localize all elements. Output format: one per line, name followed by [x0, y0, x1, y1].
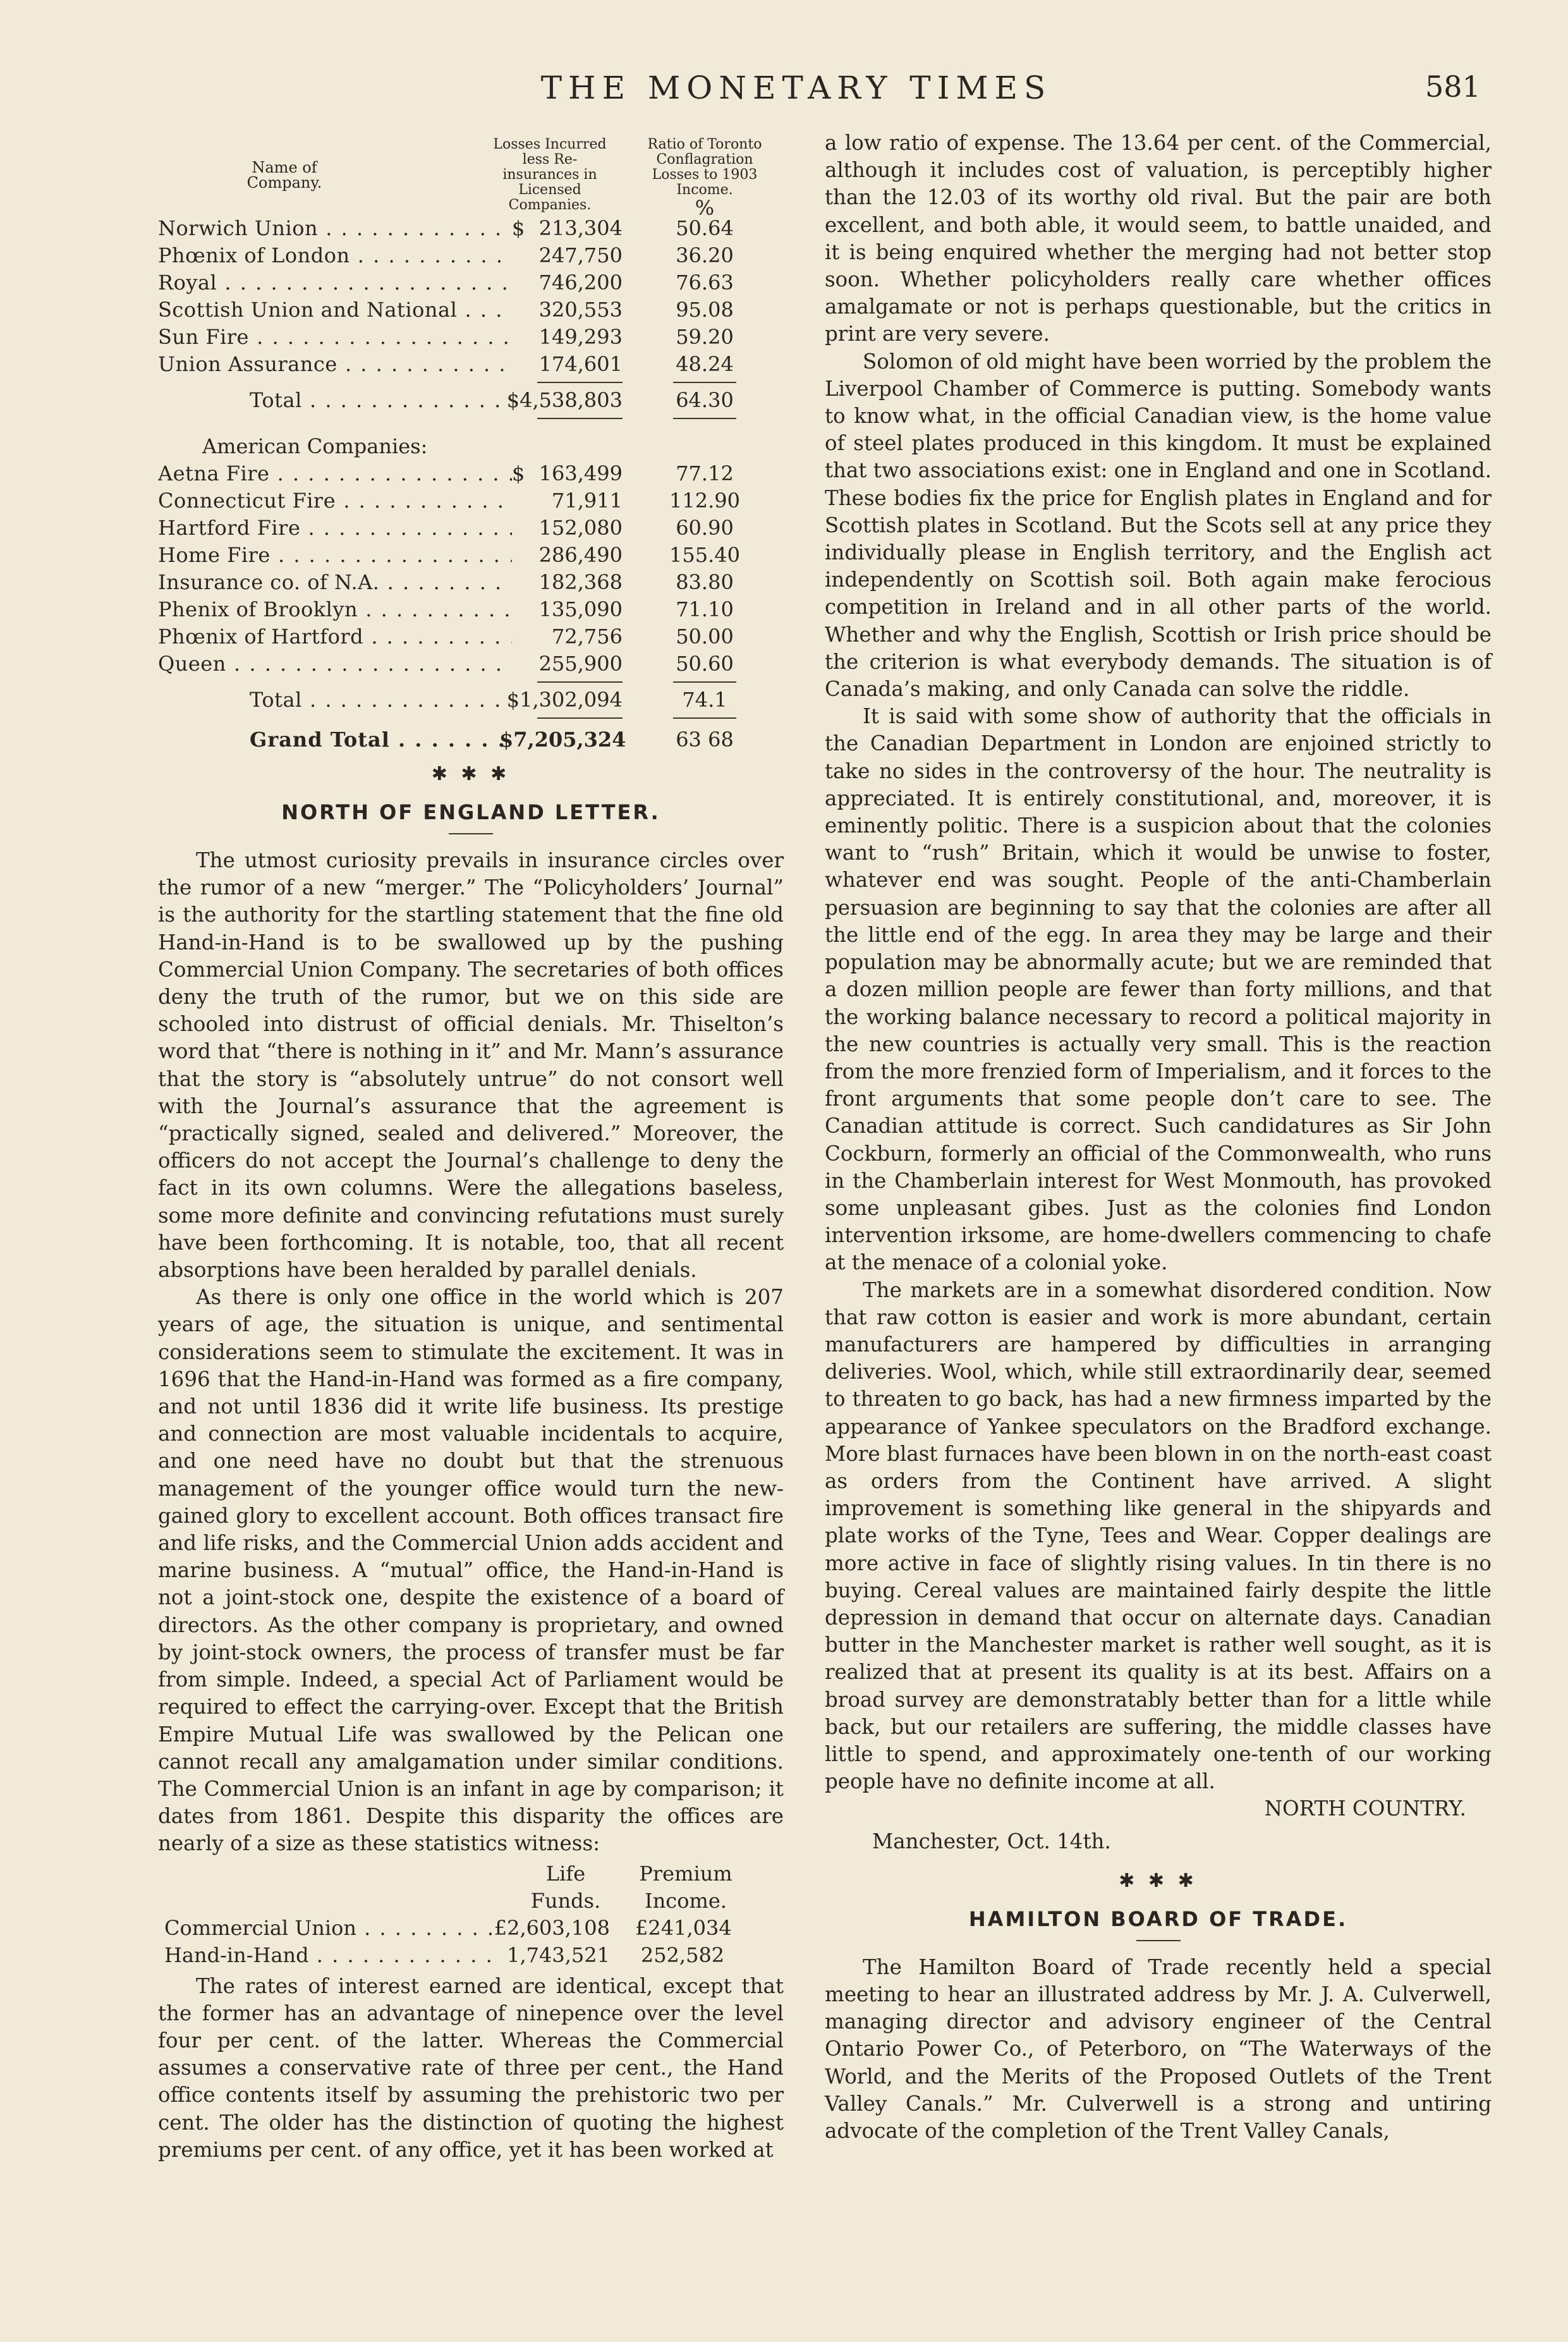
north-letter-paragraph: Solomon of old might have been worried by the problem the Liverpool Chamber of Commerce is putting. Somebody wants to know what, in the official Canadian view, is the home value of steel plates produced in this kingdom. It must be explained that two associations exist: one in England and one in Scotland. These bodies fix the price for English plates in England and for Scottish plates in Scotland. But the Scots sell at any price they individually please in English territory, and the English act independently on Scottish soil. Both again make ferocious competition in Ireland and in all other parts of the world. Whether and why the English, Scottish or Irish price should be the criterion is what everybody demands. The situation is of Canada’s making, and only Canada can solve the riddle. — [825, 349, 1492, 702]
north-letter-paragraph: As there is only one office in the world which is 207 years of age, the situation is unique, and sentimental considerations seem to stimulate the excitement. It was in 1696 that the Hand-in-Hand was formed as a fire company, and not until 1836 did it write life business. Its prestige and connection are most valuable incidentals to acquire, and one need have no doubt but that the strenuous management of the younger office would turn the new-gained glory to excellent account. Both offices transact fire and life risks, and the Commercial Union adds accident and marine business. A “mutual” office, the Hand-in-Hand is not a joint-stock one, despite the existence of a board of directors. As the other company is proprietary, and owned by joint-stock owners, the process of transfer must be far from simple. Indeed, a special Act of Parliament would be required to effect the carrying-over. Except that the British Empire Mutual Life was swallowed by the Pelican one cannot recall any amalgamation under similar conditions. The Commercial Union is an infant in age by comparison; it dates from 1861. Despite this disparity the offices are nearly of a size as these statistics witness: — [158, 1285, 784, 1856]
north-letter-paragraph: The rates of interest earned are identical, except that the former has an advantage of ninepence over the level four per cent. of the latter. Whereas the Commercial assumes a conservative rate of three per cent., the Hand office contents itself by assuming the prehistoric two per cent. The older has the distinction of quoting the highest premiums per cent. of any office, yet it has been worked at — [158, 1973, 784, 2162]
statistics-table — [158, 1860, 784, 1968]
table-row: Insurance co. of N.A. . . . 182,368 83.80 — [158, 569, 784, 596]
section-ornament: ✱ ✱ ✱ — [1119, 1869, 1198, 1892]
section-ornament: ✱ ✱ ✱ — [431, 763, 511, 785]
signoff: NORTH COUNTRY. — [1264, 1796, 1466, 1821]
north-letter-paragraph: It is said with some show of authority that the officials in the Canadian Department in London are enjoined strictly to take no sides in the controversy of the hour. The neutrality is appreciated. It is entirely constitutional, and, moreover, it is eminently politic. There is a suspicion about that the colonies want to “rush” Britain, which it would be unwise to foster, whatever end was sought. People of the anti-Chamberlain persuasion are beginning to say that the colonies are after all the little end of the egg. In area they may be large and their population may be abnormally acute; but we are reminded that a dozen million people are fewer than forty millions, and that the working balance necessary to record a political majority in the new countries is actually very small. This is the reaction from the more frenzied form of Imperialism, and it forces to the front arguments that some people don’t care to see. The Canadian attitude is correct. Such candidatures as Sir John Cockburn, formerly an official of the Commonwealth, who runs in the Chamberlain interest for West Monmouth, has provoked some unpleasant gibes. Just as the colonies find London intervention irksome, are home-dwellers commencing to chafe at the menace of a colonial yoke. — [825, 704, 1492, 1275]
north-letter-paragraph: a low ratio of expense. The 13.64 per cent. of the Commercial, although it includes cost of valuation, is perceptibly higher than the 12.03 of its worthy old rival. But the pair are both excellent, and both able, it would seem, to battle unaided, and it is being enquired whether the merging had not better stop soon. Whether policyholders really care whether offices amalgamate or not is perhaps questionable, but the critics in print are very severe. — [825, 131, 1492, 346]
hamilton-paragraph: The Hamilton Board of Trade recently held a special meeting to hear an illustrated address by Mr. J. A. Culverwell, managing director and advisory engineer of the Central Ontario Power Co., of Peterboro, on “The Waterways of the World, and the Merits of the Proposed Outlets of the Trent Valley Canals.” Mr. Culverwell is a strong and untiring advocate of the completion of the Trent Valley Canals, — [825, 1955, 1492, 2144]
column-header-name: Name of Company. — [246, 159, 322, 192]
sum-rule — [158, 714, 784, 723]
stats-header: Income. — [645, 1888, 727, 1913]
stats-row-label: Commercial Union . . . — [164, 1915, 493, 1942]
sum-rule — [158, 678, 784, 686]
column-header-ratio: Ratio of Toronto Conflagration Losses to 1903 Income. — [647, 137, 762, 198]
running-head: THE MONETARY TIMES — [540, 70, 1052, 106]
stats-value: £2,603,108 — [494, 1915, 610, 1940]
percent-sign: % — [695, 196, 715, 220]
right-column — [825, 130, 1492, 2145]
stats-row-label: Hand-in-Hand . . . — [164, 1942, 493, 1969]
title-rule — [449, 833, 493, 834]
table-header — [158, 130, 784, 220]
table-row: Queen . . . 255,900 50.60 — [158, 650, 784, 678]
dateline: Manchester, Oct. 14th. — [872, 1829, 1111, 1853]
table-row: Hartford Fire . . . 152,080 60.90 — [158, 515, 784, 542]
table-row: Union Assurance . . . 174,601 48.24 — [158, 351, 784, 378]
sum-rule — [158, 414, 784, 423]
table-row: Scottish Union and National . . . 320,553 95.08 — [158, 296, 784, 324]
north-letter-title: NORTH OF ENGLAND LETTER. — [281, 800, 660, 824]
table-row: Home Fire . . . 286,490 155.40 — [158, 542, 784, 569]
american-heading: American Companies: — [202, 434, 428, 458]
stats-header: Life — [545, 1861, 586, 1886]
north-letter-paragraph: The utmost curiosity prevails in insurance circles over the rumor of a new “merger.” The “Policyholders’ Journal” is the authority for the startling statement that the fine old Hand-in-Hand is to be swallowed up by the pushing Commercial Union Company. The secretaries of both offices deny the truth of the rumor, but we on this side are schooled into distrust of official denials. Mr. Thiselton’s word that “there is nothing in it” and Mr. Mann’s assurance that the story is “absolutely untrue” do not consort well with the Journal’s assurance that the agreement is “practically signed, sealed and delivered.” Moreover, the officers do not accept the Journal’s challenge to deny the fact in its own columns. Were the allegations baseless, some more definite and convincing refutations must surely have been forthcoming. It is notable, too, that all recent absorptions have been heralded by parallel denials. — [158, 848, 784, 1283]
british-companies — [158, 215, 784, 378]
table-row: Phœnix of London . . . 247,750 36.20 — [158, 242, 784, 269]
north-letter-paragraph: The markets are in a somewhat disordered condition. Now that raw cotton is easier and work is more abundant, certain manufacturers are hampered by difficulties in arranging deliveries. Wool, which, while still extraordinarily dear, seemed to threaten to go back, has had a new firmness imparted by the appearance of Yankee speculators on the Bradford exchange. More blast furnaces have been blown in on the north-east coast as orders from the Continent have arrived. A slight improvement is something like general in the shipyards and plate works of the Tyne, Tees and Wear. Copper dealings are more active in face of slightly rising values. In tin there is no buying. Cereal values are maintained fairly despite the little depression in demand that occur on alternate days. Canadian butter in the Manchester market is rather well sought, as it is realized that at present its quality is at its best. Affairs on a broad survey are demonstratably better than for a little while back, but our retailers are suffering, the middle classes have little to spend, and approximately one-tenth of our working people have no definite income at all. — [825, 1278, 1492, 1794]
title-rule — [1136, 1940, 1181, 1941]
stats-header: Premium — [639, 1861, 732, 1886]
column-header-losses: Losses Incurred less Re-insurances in Licensed Companies. — [493, 137, 607, 213]
table-row: Aetna Fire . . . $ 163,499 77.12 — [158, 460, 784, 487]
american-companies — [158, 460, 784, 678]
table-row: Phœnix of Hartford . . . 72,756 50.00 — [158, 623, 784, 650]
sum-rule — [158, 378, 784, 387]
stats-value: £241,034 — [635, 1915, 732, 1940]
american-total-row: Total . . . $1,302,094 74.1 — [158, 686, 784, 714]
table-row: Connecticut Fire . . . 71,911 112.90 — [158, 487, 784, 515]
hamilton-title: HAMILTON BOARD OF TRADE. — [968, 1906, 1348, 1931]
grand-total-row: Grand Total . . . $7,205,324 63 68 — [158, 726, 784, 753]
stats-header: Funds. — [530, 1888, 601, 1913]
table-row: Sun Fire . . . 149,293 59.20 — [158, 324, 784, 351]
table-row: Royal . . . 746,200 76.63 — [158, 269, 784, 296]
left-column — [158, 130, 784, 2164]
table-row: Norwich Union . . . $ 213,304 50.64 — [158, 215, 784, 242]
stats-value: 1,743,521 — [507, 1943, 610, 1967]
british-total-row: Total . . . $4,538,803 64.30 — [158, 387, 784, 414]
stats-value: 252,582 — [640, 1943, 725, 1967]
table-row: Phenix of Brooklyn . . . 135,090 71.10 — [158, 596, 784, 623]
page-number: 581 — [1425, 70, 1481, 104]
